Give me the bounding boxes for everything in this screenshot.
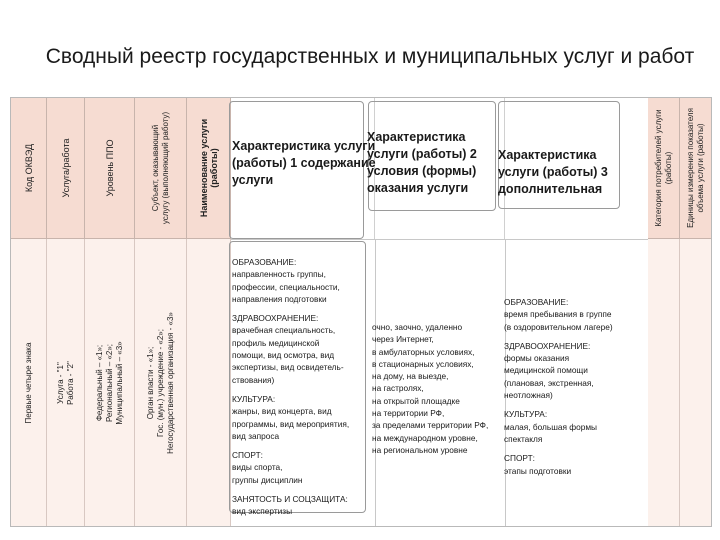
body-kategoria xyxy=(648,239,680,526)
header-kategoria-label: Категория потребителей услуги (работы) xyxy=(653,109,673,227)
body-usluga-rabota xyxy=(47,239,85,526)
header-subject-label: Субъект, оказывающий услугу (выполняющий работу) xyxy=(150,111,170,225)
header-usluga-rabota xyxy=(47,98,85,239)
body-uroven-ppo xyxy=(85,239,135,526)
header-edinicy xyxy=(680,98,711,239)
body-okved xyxy=(11,239,47,526)
char2-header: Характеристика услуги (работы) 2 условия (формы) оказания услуги xyxy=(367,130,477,195)
header-divider xyxy=(231,239,648,240)
char1-body: ОБРАЗОВАНИЕ: направленность группы, профессии, специальности, направления подготовки ЗДРАВООХРАНЕНИЕ: врачебная специальность, профиль медицинской помощи, вид осмотра, вид экспертизы, вид освидетель- ствования) КУЛЬТУРА: жанры, вид концерта, вид программы, вид мероприятия, вид запроса СПОРТ: виды спорта, группы дисциплин ЗАНЯТОСТЬ И СОЦЗАЩИТА: вид экспертизы xyxy=(232,257,350,517)
header-usluga-rabota-label: Услуга/работа xyxy=(60,138,71,198)
header-uroven-ppo-label: Уровень ППО xyxy=(104,139,115,197)
header-subject xyxy=(135,98,187,239)
body-uroven-ppo-text: Федеральный – «1»; Региональный – «2»; Муниципальный – «3» xyxy=(94,340,124,425)
header-naimenovanie xyxy=(187,98,231,239)
header-okved xyxy=(11,98,47,239)
body-usluga-rabota-text: Услуга - "1" Работа - "2" xyxy=(55,360,75,405)
char2-body: очно, заочно, удаленно через Интернет, в амбулаторных условиях, в стационарных условиях, на дому, на выезде, на гастролях, на открытой площадке на территории РФ, за пределами территории РФ, на международном уровне, на региональном уровне xyxy=(372,322,489,455)
char3-body: ОБРАЗОВАНИЕ: время пребывания в группе (в оздоровительном лагере) ЗДРАВООХРАНЕНИЕ: формы оказания медицинской помощи (плановая, экстренная, неотложная) КУЛЬТУРА: малая, большая формы спектакля СПОРТ: этапы подготовки xyxy=(504,297,613,476)
header-naimenovanie-label: Наименование услуги (работы) xyxy=(198,118,219,218)
body-subject xyxy=(135,239,187,526)
header-kategoria xyxy=(648,98,680,239)
header-uroven-ppo xyxy=(85,98,135,239)
body-naimenovanie xyxy=(187,239,231,526)
char1-header: Характеристика услуги (работы) 1 содержание услуги xyxy=(232,139,376,187)
header-okved-label: Код ОКВЭД xyxy=(23,143,34,193)
body-subject-text: Орган власти - «1»; Гос. (мун.) учреждение - «2»; Негосударственная организация - «3» xyxy=(145,311,175,454)
header-edinicy-label: Единицы измерения показателя объема услуги (работы) xyxy=(685,108,705,228)
page-title: Сводный реестр государственных и муниципальных услуг и работ xyxy=(45,45,695,68)
char3-header: Характеристика услуги (работы) 3 дополнительная xyxy=(498,148,608,196)
body-okved-text: Первые четыре знака xyxy=(23,342,33,423)
body-edinicy xyxy=(680,239,711,526)
